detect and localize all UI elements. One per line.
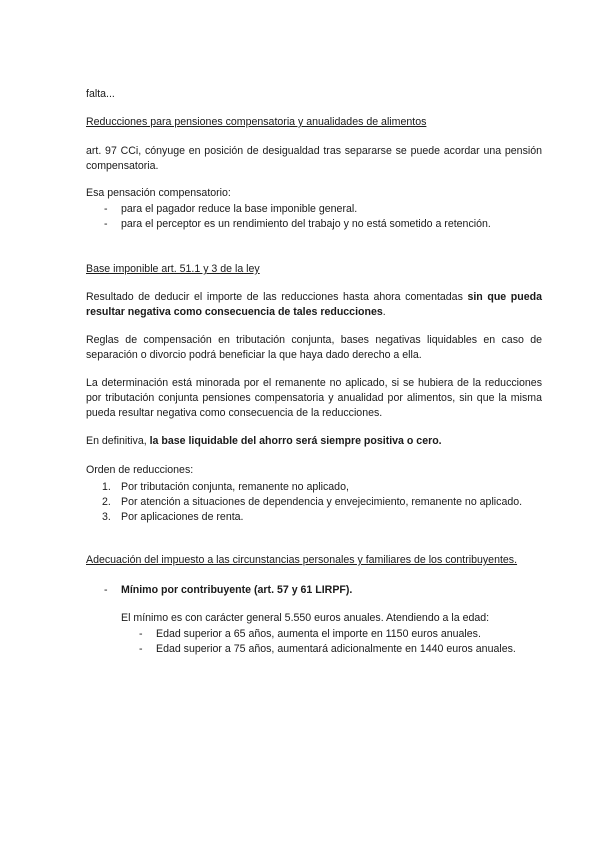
heading-base-imponible: Base imponible art. 51.1 y 3 de la ley: [86, 263, 260, 275]
list-item: - Edad superior a 75 años, aumentará adicionalmente en 1440 euros anuales.: [121, 642, 542, 657]
pension-bullet-list: [86, 202, 542, 232]
paragraph-resultado: Resultado de deducir el importe de las reducciones hasta ahora comentadas sin que pueda resultar negativa como consecuencia de tales reducciones.: [86, 291, 542, 319]
minimo-heading-item: [86, 583, 542, 598]
bold-emphasis: la base liquidable del ahorro será siempre positiva o cero.: [149, 435, 442, 447]
bold-emphasis: sin que pueda resultar negativa como consecuencia de tales reducciones: [86, 291, 542, 319]
paragraph-orden: Orden de reducciones:: [86, 464, 194, 476]
list-dash: -: [139, 643, 143, 656]
paragraph-determinacion: La determinación está minorada por el remanente no aplicado, si se hubiera de la reducciones por tributación conjunta pensiones compensatoria y anualidad por alimentos, sin que la misma pueda resultar negativa como consecuencia de la reducciones.: [86, 377, 542, 420]
heading-adecuacion: Adecuación del impuesto a las circunstancias personales y familiares de los contribuyentes.: [86, 554, 518, 566]
list-dash: -: [104, 203, 108, 215]
list-number: 3.: [102, 511, 111, 524]
list-dash: -: [104, 218, 108, 231]
paragraph-reglas: Reglas de compensación en tributación conjunta, bases negativas liquidables en caso de separación o divorcio podrá beneficiar la que haya dado derecho a ella.: [86, 334, 542, 362]
paragraph-en-definitiva: En definitiva, la base liquidable del ahorro será siempre positiva o cero.: [86, 435, 442, 447]
list-item: 1. Por tributación conjunta, remanente no aplicado,: [86, 480, 542, 495]
list-number: 1.: [102, 481, 111, 493]
list-item: - para el pagador reduce la base imponible general.: [86, 202, 542, 217]
list-item: - para el perceptor es un rendimiento del trabajo y no está sometido a retención.: [86, 217, 542, 232]
list-item: 3. Por aplicaciones de renta.: [86, 510, 542, 525]
paragraph-minimo-general: El mínimo es con carácter general 5.550 euros anuales. Atendiendo a la edad:: [121, 612, 490, 624]
list-number: 2.: [102, 496, 111, 509]
list-dash: -: [139, 628, 143, 640]
list-item: 2. Por atención a situaciones de dependencia y envejecimiento, remanente no aplicado.: [86, 495, 542, 510]
list-item: - Mínimo por contribuyente (art. 57 y 61 LIRPF).: [86, 583, 542, 598]
paragraph-pension-intro: Esa pensación compensatorio:: [86, 187, 231, 199]
list-item: - Edad superior a 65 años, aumenta el importe en 1150 euros anuales.: [121, 627, 542, 642]
edad-bullet-list: [121, 627, 542, 657]
paragraph-art97: art. 97 CCi, cónyuge en posición de desigualdad tras separarse se puede acordar una pensión compensatoria.: [86, 145, 542, 173]
list-dash: -: [104, 584, 108, 596]
heading-reducciones-pensiones: Reducciones para pensiones compensatoria y anualidades de alimentos: [86, 116, 427, 128]
intro-fragment: falta...: [86, 88, 115, 100]
orden-numbered-list: [86, 480, 542, 526]
